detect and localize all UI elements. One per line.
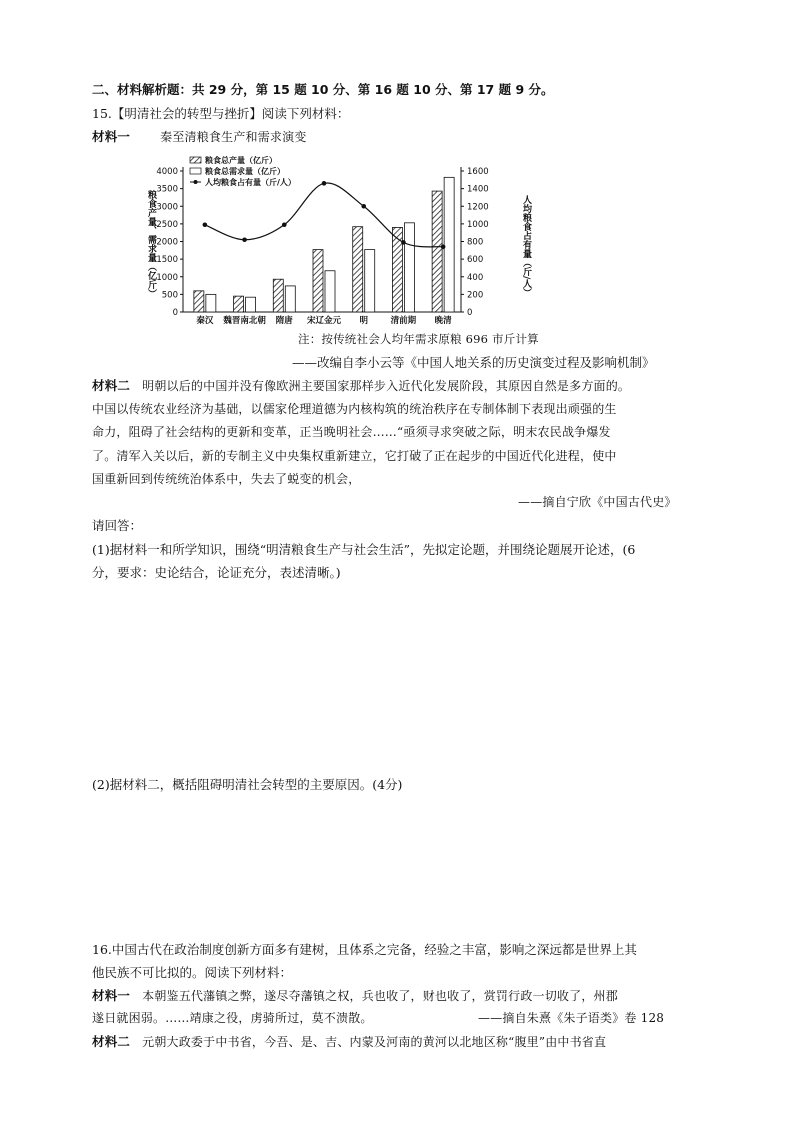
category-label: 秦汉 (196, 316, 214, 326)
left-tick-label: 2000 (156, 237, 178, 248)
right-tick-label: 1400 (467, 184, 489, 195)
bar-demand (325, 271, 335, 312)
q16-line1: 16.中国古代在政治制度创新方面多有建树，且体系之完备，经验之丰富，影响之深远都是世界上其 (92, 942, 637, 957)
q15-material2-line-2: 中国以传统农业经济为基础，以儒家伦理道德为内核构筑的统治秩序在专制体制下表现出顽强的生 (92, 402, 617, 416)
q16-material1-line1: 材料一 本朝鉴五代藩镇之弊，遂尽夺藩镇之权，兵也收了，财也收了，赏罚行政一切收了，州郡 (92, 988, 618, 1003)
section-heading: 二、材料解析题：共 29 分，第 15 题 10 分、第 16 题 10 分、第 17 题 9 分。 (92, 82, 554, 97)
left-tick-label: 4000 (156, 167, 178, 177)
left-tick-label: 3000 (156, 202, 178, 213)
bar-production (313, 250, 323, 312)
legend-swatch-demand (190, 168, 201, 174)
legend-swatch-production (190, 157, 201, 163)
left-tick-label: 0 (172, 308, 178, 318)
chart-note: 注：按传统社会人均年需求原粮 696 市斤计算 (298, 332, 539, 346)
category-label: 清前期 (390, 316, 417, 326)
category-label: 隋唐 (275, 316, 293, 326)
bar-demand (404, 223, 414, 312)
material1-title: 秦至清粮食生产和需求演变 (160, 130, 307, 144)
bar-demand (246, 297, 256, 312)
bar-production (392, 227, 402, 312)
q15-material2-line-5: 国重新回到传统统治体系中，失去了蜕变的机会， (92, 472, 361, 486)
per-capita-point (361, 204, 366, 209)
q15-title: 15.【明清社会的转型与挫折】阅读下列材料： (92, 106, 350, 121)
q15-material2-line-4: 了。清军入关以后，新的专制主义中央集权重新建立，它打破了正在起步的中国近代化进程，使中 (92, 449, 617, 463)
per-capita-line (205, 183, 443, 247)
left-tick-label: 2500 (156, 219, 178, 230)
category-label: 晚清 (434, 316, 452, 326)
left-tick-label: 1000 (156, 272, 178, 283)
q15-material1-header (92, 127, 307, 145)
q15-material2-line-1: 材料二 明朝以后的中国并没有像欧洲主要国家那样步入近代化发展阶段，其原因自然是多方面的。 (92, 378, 631, 393)
per-capita-point (242, 237, 247, 242)
category-label: 魏晋南北朝 (223, 316, 266, 326)
right-tick-label: 400 (467, 272, 484, 283)
legend-label-per-capita: 人均粮食占有量（斤/人） (205, 178, 296, 187)
q15-material2-source: ——摘自宁欣《中国古代史》 (518, 495, 677, 509)
right-tick-label: 1200 (467, 202, 489, 213)
right-tick-label: 800 (467, 237, 484, 248)
right-tick-label: 600 (467, 255, 484, 266)
right-tick-label: 0 (467, 308, 473, 318)
q16-material2-label: 材料二 (92, 1034, 131, 1049)
per-capita-point (282, 222, 287, 227)
legend-label-demand: 粮食总需求量（亿斤） (205, 167, 285, 176)
bar-production (353, 227, 363, 312)
right-tick-label: 1000 (467, 219, 489, 230)
per-capita-point (441, 244, 446, 249)
bar-demand (285, 286, 295, 312)
bar-demand (206, 294, 216, 312)
left-tick-label: 1500 (156, 255, 178, 266)
q15-sub2: (2)据材料二，概括阻碍明清社会转型的主要原因。(4分) (92, 777, 403, 792)
legend-swatch-point (194, 180, 198, 184)
material1-label: 材料一 (92, 129, 131, 144)
bar-production (432, 191, 442, 312)
right-tick-label: 200 (467, 290, 484, 301)
q16-material1-source: ——摘自朱熹《朱子语类》卷 128 (478, 1011, 665, 1025)
left-tick-label: 500 (161, 290, 178, 301)
chart-ylabel-right: 人均粮食占有量（斤/人） (521, 195, 531, 298)
material2-label: 材料二 (92, 378, 131, 393)
ask-label: 请回答： (92, 518, 143, 533)
q16-material1-line2: 遂日就困弱。……靖康之役，虏骑所过，莫不溃散。 (92, 1011, 373, 1025)
bar-production (234, 296, 244, 312)
q16-line2: 他民族不可比拟的。阅读下列材料： (92, 965, 293, 980)
category-label: 明 (359, 316, 368, 326)
q16-material2-line1: 材料二 元朝大政委于中书省，今吾、是、吉、内蒙及河南的黄河以北地区称“腹里”由中书省直 (92, 1034, 607, 1049)
category-label: 宋辽金元 (306, 316, 342, 326)
chart-ylabel-left: 粮食产量、需求量（亿斤） (146, 190, 156, 298)
bar-demand (444, 177, 454, 312)
q15-sub1-line2: 分，要求：史论结合，论证充分，表述清晰。) (92, 565, 341, 580)
bar-demand (365, 250, 375, 312)
legend-label-production: 粮食总产量（亿斤） (205, 156, 277, 165)
q16-material1-label: 材料一 (92, 988, 131, 1003)
bar-production (273, 279, 283, 312)
q15-material2-line-3: 命力，阻碍了社会结构的更新和变革，正当晚明社会……“亟须寻求突破之际，明末农民战争爆发 (92, 425, 611, 439)
per-capita-point (322, 181, 327, 186)
bar-production (194, 291, 204, 312)
right-tick-label: 1600 (467, 167, 489, 177)
per-capita-point (203, 222, 208, 227)
q15-sub1-line1: (1)据材料一和所学知识，围绕“明清粮食生产与社会生活”，先拟定论题，并围绕论题展开论述，(6 (92, 542, 636, 557)
left-tick-label: 3500 (156, 184, 178, 195)
chart-source: ——改编自李小云等《中国人地关系的历史演变过程及影响机制》 (292, 355, 655, 370)
per-capita-point (401, 240, 406, 245)
